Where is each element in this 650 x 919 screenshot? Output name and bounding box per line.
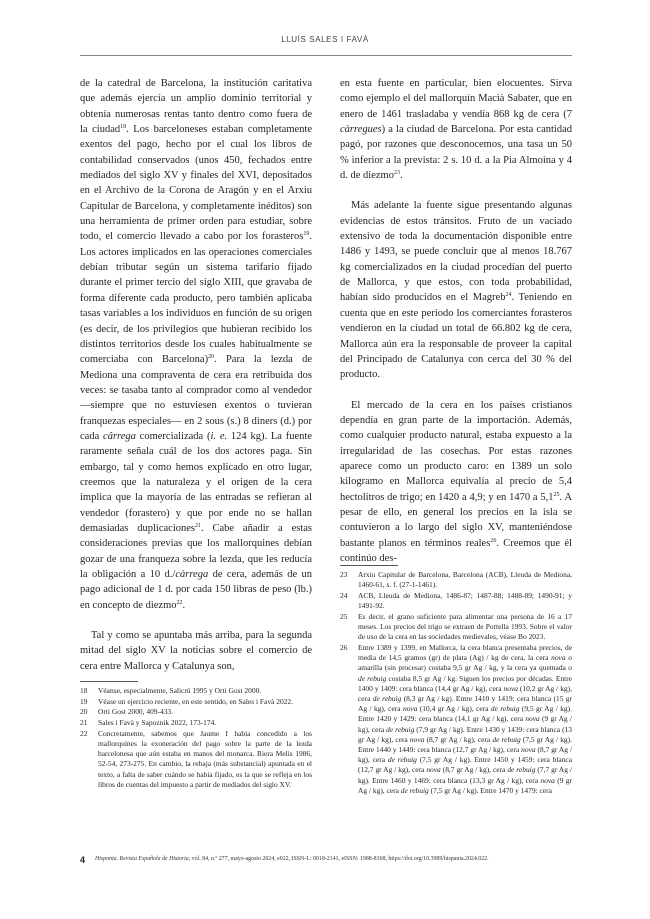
- paragraph: Más adelante la fuente sigue presentando algunas evidencias de estos tránsitos. Fruto de un vaciado extensivo de toda la documentación disponible entre 1486 y 1493, se puede concluir que al menos 18.767 kg comercializados en la ciudad procedían del puerto de Mallorca, y que estos, con toda probabilidad, habían sido producidos en el Magreb$^{24}$. Teniendo en cuenta que en este periodo los comerciantes forasteros vendieron en la ciudad un total de 66.802 kg de cera, Mallorca aún era la responsable de proveer la capital del Principado de Catalunya con cerca del 30 % del producto.: [340, 200, 573, 381]
- footnote-ref[interactable]: 19: [303, 231, 310, 238]
- footnote-ref[interactable]: 20: [208, 354, 215, 361]
- footnotes-left: [80, 686, 312, 790]
- footnote: 18 Véanse, especialmente, Salicrú 1995 y Orti Gost 2000.: [80, 686, 262, 695]
- footnote-rule-left: [80, 681, 138, 682]
- footnote-ref[interactable]: 22: [176, 599, 183, 606]
- paragraph: en esta fuente en particular, bien elocuentes. Sirva como ejemplo el del mallorquín Macià Sabater, que en enero de 1461 trasladaba y vendía 868 kg de cera (7 càrregues) a la ciudad de Barcelona. Por esta cantidad pagó, por razones que desconocemos, una tasa un 50 % inferior a la prevista: 2 s. 10 d. a la Pia Almoina y 4 d. de diezmo$^{23}$.: [340, 78, 572, 182]
- footnote-ref[interactable]: 24: [505, 292, 512, 299]
- paragraph: El mercado de la cera en los países cristianos dependía en gran parte de la importación. Además, como cualquier producto natural, estaba expuesto a la irregularidad de las cosechas. Por estas razones aparece como un producto caro: en 1389 un solo kilogramo en Mallorca equivalía al precio de 5,4 hectolitros de trigo; en 1420 a 4,9; y en 1470 a $5,1^{25}$. A pesar de ello, en general los precios en la isla se contuvieron a lo largo del siglo XV, manteniéndose bastante planos en términos reales$^{26}$. Creemos que él continúo des-: [340, 399, 573, 564]
- footnote: 25 Es decir, el grano suficiente para alimentar una persona de 16 a 17 meses. Los precios del trigo se extraen de Portella 1993. Sobre el valor de uso de la cera en las sociedades medievales, véase Bo 2023.: [340, 611, 572, 642]
- right-column: [340, 76, 572, 566]
- running-header: LLUÍS SALES I FAVÀ: [281, 35, 369, 44]
- footnote: 22 Concretamente, sabemos que Jaume I había concedido a los mallorquines la exoneración del pago sobre la parte de la lezda barcelonesa que aún estaba en manos del monarca. Riera Melis 1986, 52-54, 273-275. En cambio, la rebaja (más substancial) apuntada en el texto, a falta de saber cuándo se había fijado, es la que se refleja en los libros de cuentas del impuesto a partir de mediados del siglo XV.: [80, 728, 312, 789]
- footnote-rule-right: [340, 565, 398, 566]
- footnotes-right: [340, 570, 572, 796]
- page-footer: [80, 855, 572, 867]
- footnote-ref[interactable]: 23: [393, 170, 400, 177]
- footnote: 24 ACB, Lleuda de Mediona, 1486-87; 1487-88; 1488-89; 1490-91; y 1491-92.: [340, 590, 572, 611]
- paragraph: de la catedral de Barcelona, la institución caritativa que además ejercía un amplio dominio territorial y obtenía numerosas rentas tanto dentro como fuera de la ciudad$^{18}$. Los barceloneses estaban completamente exentos del pago, hecho por el cual los libros de contabilidad conservados (unos 450, fechados entre mediados del siglo XV y finales del XVI, depositados en el Archivo de la Corona de Aragón y en el Arxiu Capitular de Barcelona, y completamente inéditos) son una herramienta de primer orden para estudiar, sobre todo, el comercio llevado a cabo por los forasteros$^{19}$. Los actores implicados en las operaciones comerciales debían tributar según un sistema tarifario fijado durante el primer tercio del siglo XIII, que gravaba de forma diferente cada producto, pero también aplicaba tasas variables a los individuos en función de su origen (es decir, de los privilegios que hubieran recibido los distintos territorios desde los cuales habitualmente se comerciaba con Barcelona)$^{20}$. Para la lezda de Mediona una compraventa de cera era retribuida dos veces: se tasaba tanto al comprador como al vendedor —siempre que no estuviesen exentos o tuvieran franquezas especiales— en 2 sous (s.) 8 diners (d.) por cada cârrega comercializada (i. e. 124 kg). La fuente raramente señala cuál de los dos actores paga. Sin embargo, tal y como hemos explicado en otro lugar, creemos que la naturaleza y el origen de la cera implica que la mayoría de las entradas se refieran al vendedor (forastero) y que por ende no se hallan demasiadas duplicaciones$^{21}$. Cabe añadir a estas consideraciones previas que los mallorquines debían gozar de una franqueza sobre la lezda, que les reducía la obligación a 10 d./càrrega de cera, además de un pago adicional de 1 d. por cada 150 libras de peso (lb.) en concepto de diezmo$^{22}$.: [80, 78, 312, 611]
- footnote: 26 Entre 1389 y 1399, en Mallorca, la cera blanca presentaba precios, de media de 14,5 gramos (gr) de plata (Ag) / kg de cera, la cera nova o amarilla (sin procesar) costaba 9,5 gr Ag / kg, y la cera ya quemada o de rebuig costaba 8,5 gr Ag / kg. Siguen los precios por décadas. Entre 1400 y 1409: cera blanca (14,4 gr Ag / kg), cera nova (10,2 gr Ag / kg), cera de rebuig (8,3 gr Ag / kg). Entre 1410 y 1419: cera blanca (15 gr Ag / kg), cera nova (10,4 gr Ag / kg), cera de rebuig (9,5 gr Ag / kg). Entre 1420 y 1429: cera blanca (14,1 gr Ag / kg), cera nova (9 gr Ag / kg), cera de rebuig (7,9 gr Ag / kg). Entre 1430 y 1439: cera blanca (13 gr Ag / kg), cera nova (8,7 gr Ag / kg), cera de rebuig (7,5 gr Ag / kg). Entre 1440 y 1449: cera blanca (12,7 gr Ag / kg), cera nova (8,7 gr Ag / kg), cera de rebuig (7,5 gr Ag / kg). Entre 1450 y 1459: cera blanca (12,7 gr Ag / kg), cera nova (8,7 gr Ag / kg), cera de rebuig (7,7 gr Ag / kg). Entre 1460 y 1469: cera blanca (13,3 gr Ag / kg), cera nova (9 gr Ag / kg), cera de rebuig (7,5 gr Ag / kg). Entre 1470 y 1479: cera: [340, 642, 573, 795]
- footnote-ref[interactable]: 26: [490, 537, 497, 544]
- journal-citation: Hispania. Revista Española de Historia, vol. 84, n.º 277, mayo-agosto 2024, e022, ISSN-L: 0018-2141, eISSN: 1988-8368, https://doi.org/10.3989/hispania.2024.022.: [95, 856, 489, 862]
- footnote: 19 Véase un ejercicio reciente, en este sentido, en Sales i Favà 2022.: [80, 696, 293, 706]
- footnote-ref[interactable]: 25: [553, 491, 560, 498]
- header-rule: [80, 55, 572, 56]
- footnote: 21 Sales i Favà y Sapoznik 2022, 173-174.: [80, 718, 217, 728]
- paragraph: Tal y como se apuntaba más arriba, para la segunda mitad del siglo XV la noticias sobre el comercio de cera entre Mallorca y Catalunya son,: [80, 630, 312, 672]
- footnote-ref[interactable]: 21: [195, 522, 201, 529]
- page-number: 4: [80, 855, 86, 865]
- footnote: 20 Orti Gost 2000, 409-433.: [80, 707, 173, 717]
- footnote-ref[interactable]: 18: [120, 124, 127, 131]
- footnote: 23 Arxiu Capitular de Barcelona, Barcelona (ACB), Lleuda de Mediona, 1460-61, s. f. (27-1-1461).: [340, 570, 572, 590]
- left-column: [80, 76, 312, 674]
